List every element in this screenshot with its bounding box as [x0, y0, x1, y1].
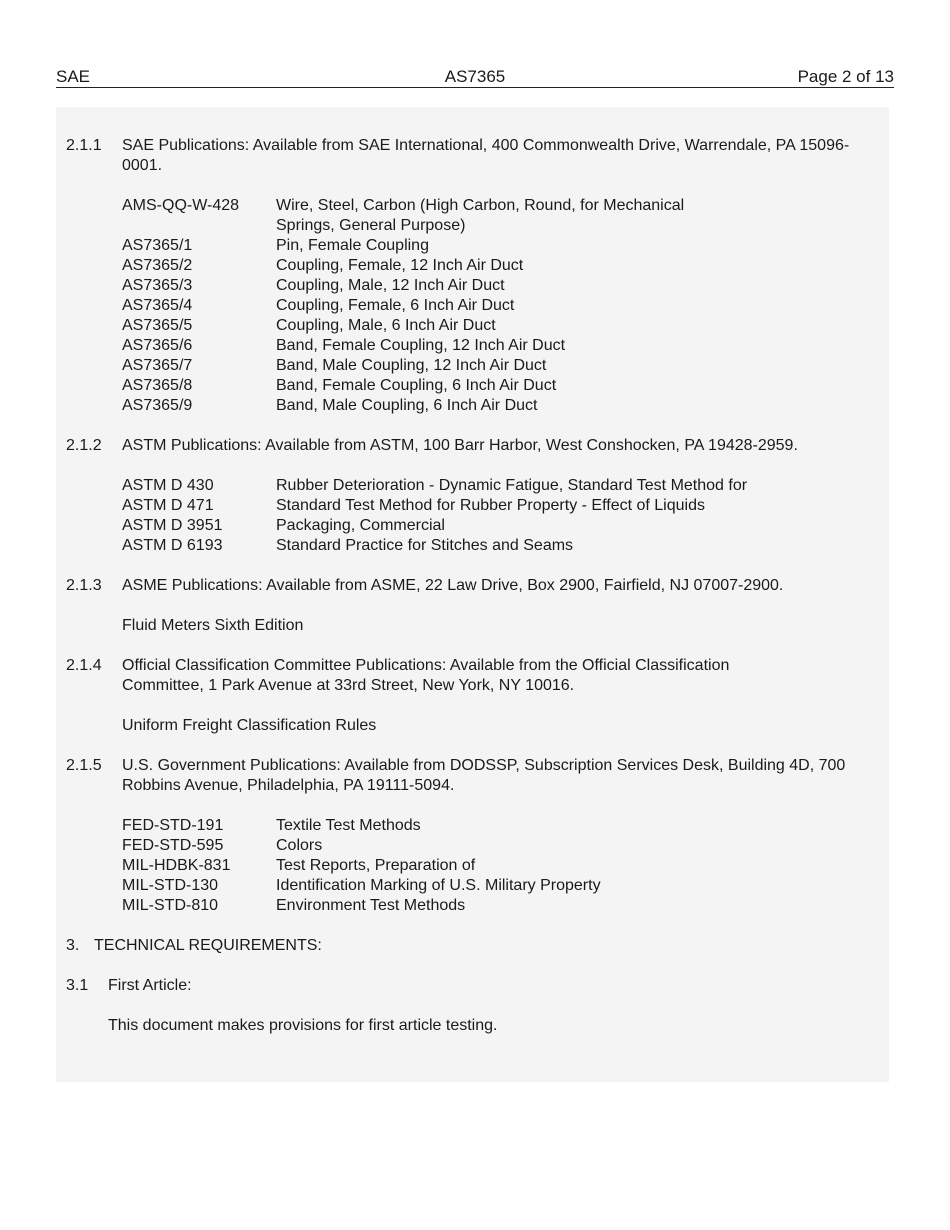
section-body: This document makes provisions for first article testing. — [108, 1017, 498, 1034]
doc-code: MIL-HDBK-831 — [122, 857, 231, 874]
doc-code: AS7365/2 — [122, 257, 193, 274]
section-text: U.S. Government Publications: Available from DODSSP, Subscription Services Desk, Building 4D, 700 Robbins Avenue, Philadelphia, PA 19111-5094. — [122, 757, 846, 794]
section-2-1-4 — [66, 656, 866, 736]
list-item — [122, 196, 866, 236]
doc-title: Coupling, Male, 6 Inch Air Duct — [276, 317, 496, 334]
header-org: SAE — [56, 67, 91, 86]
doc-code: AS7365/1 — [122, 237, 193, 254]
doc-code: ASTM D 471 — [122, 497, 214, 514]
doc-title: Wire, Steel, Carbon (High Carbon, Round, for Mechanical Springs, General Purpose) — [276, 197, 685, 234]
section-number: 2.1.2 — [66, 437, 102, 454]
doc-code: AS7365/4 — [122, 297, 193, 314]
list-item — [122, 536, 866, 556]
page-header — [56, 67, 894, 88]
list-item — [122, 516, 866, 536]
section-2-1-2 — [66, 436, 866, 556]
doc-title: Rubber Deterioration - Dynamic Fatigue, Standard Test Method for — [276, 477, 748, 494]
doc-code: FED-STD-191 — [122, 817, 224, 834]
doc-title: Test Reports, Preparation of — [276, 857, 476, 874]
doc-code: MIL-STD-130 — [122, 877, 219, 894]
reference-list — [122, 476, 866, 556]
list-item — [122, 336, 866, 356]
section-2-1-1 — [66, 136, 866, 416]
reference-list — [122, 816, 866, 916]
doc-code: ASTM D 6193 — [122, 537, 223, 554]
list-item — [122, 356, 866, 376]
document-body — [66, 136, 866, 1036]
list-item — [122, 296, 866, 316]
doc-title: Colors — [276, 837, 323, 854]
doc-title: Band, Male Coupling, 12 Inch Air Duct — [276, 357, 547, 374]
doc-title: Band, Female Coupling, 12 Inch Air Duct — [276, 337, 566, 354]
list-item — [122, 876, 866, 896]
reference-item: Uniform Freight Classification Rules — [122, 717, 377, 734]
doc-title: Pin, Female Coupling — [276, 237, 429, 254]
list-item — [122, 376, 866, 396]
doc-title: Standard Practice for Stitches and Seams — [276, 537, 574, 554]
section-3-heading — [66, 936, 866, 956]
doc-code: MIL-STD-810 — [122, 897, 219, 914]
section-text: Official Classification Committee Publications: Available from the Official Classification Committee, 1 Park Avenue at 33rd Street, New York, NY 10016. — [122, 657, 730, 694]
doc-title: Band, Female Coupling, 6 Inch Air Duct — [276, 377, 557, 394]
doc-title: Textile Test Methods — [276, 817, 421, 834]
doc-title: Coupling, Male, 12 Inch Air Duct — [276, 277, 505, 294]
section-number: 2.1.4 — [66, 657, 102, 674]
doc-title: Environment Test Methods — [276, 897, 466, 914]
section-2-1-3 — [66, 576, 866, 636]
list-item — [122, 236, 866, 256]
list-item — [122, 476, 866, 496]
reference-item: Fluid Meters Sixth Edition — [122, 617, 304, 634]
section-number: 3.1 — [66, 977, 89, 994]
section-text: SAE Publications: Available from SAE International, 400 Commonwealth Drive, Warrendale, PA 15096-0001. — [122, 137, 850, 174]
list-item — [122, 256, 866, 276]
doc-code: AMS-QQ-W-428 — [122, 197, 240, 214]
section-title: TECHNICAL REQUIREMENTS: — [94, 937, 322, 954]
section-number: 2.1.3 — [66, 577, 102, 594]
section-title: First Article: — [108, 977, 192, 994]
section-number: 2.1.1 — [66, 137, 102, 154]
doc-code: ASTM D 3951 — [122, 517, 223, 534]
doc-code: AS7365/5 — [122, 317, 193, 334]
doc-code: AS7365/8 — [122, 377, 193, 394]
doc-code: AS7365/6 — [122, 337, 193, 354]
doc-code: FED-STD-595 — [122, 837, 224, 854]
section-text: ASTM Publications: Available from ASTM, 100 Barr Harbor, West Conshocken, PA 19428-2959. — [122, 437, 798, 454]
header-page-number: Page 2 of 13 — [797, 67, 894, 86]
list-item — [122, 836, 866, 856]
doc-code: AS7365/9 — [122, 397, 193, 414]
doc-title: Coupling, Female, 6 Inch Air Duct — [276, 297, 515, 314]
section-text: ASME Publications: Available from ASME, 22 Law Drive, Box 2900, Fairfield, NJ 07007-2900. — [122, 577, 784, 594]
doc-code: AS7365/7 — [122, 357, 193, 374]
section-2-1-5 — [66, 756, 866, 916]
list-item — [122, 896, 866, 916]
doc-title: Standard Test Method for Rubber Property - Effect of Liquids — [276, 497, 705, 514]
doc-code: ASTM D 430 — [122, 477, 214, 494]
section-number: 2.1.5 — [66, 757, 102, 774]
doc-title: Coupling, Female, 12 Inch Air Duct — [276, 257, 524, 274]
list-item — [122, 496, 866, 516]
doc-title: Identification Marking of U.S. Military Property — [276, 877, 601, 894]
list-item — [122, 316, 866, 336]
list-item — [122, 396, 866, 416]
reference-list — [122, 196, 866, 416]
list-item — [122, 856, 866, 876]
doc-title: Band, Male Coupling, 6 Inch Air Duct — [276, 397, 538, 414]
doc-code: AS7365/3 — [122, 277, 193, 294]
header-doc-number: AS7365 — [444, 67, 506, 86]
doc-title: Packaging, Commercial — [276, 517, 445, 534]
list-item — [122, 816, 866, 836]
section-number: 3. — [66, 937, 80, 954]
section-3-1-heading — [66, 976, 866, 996]
list-item — [122, 276, 866, 296]
